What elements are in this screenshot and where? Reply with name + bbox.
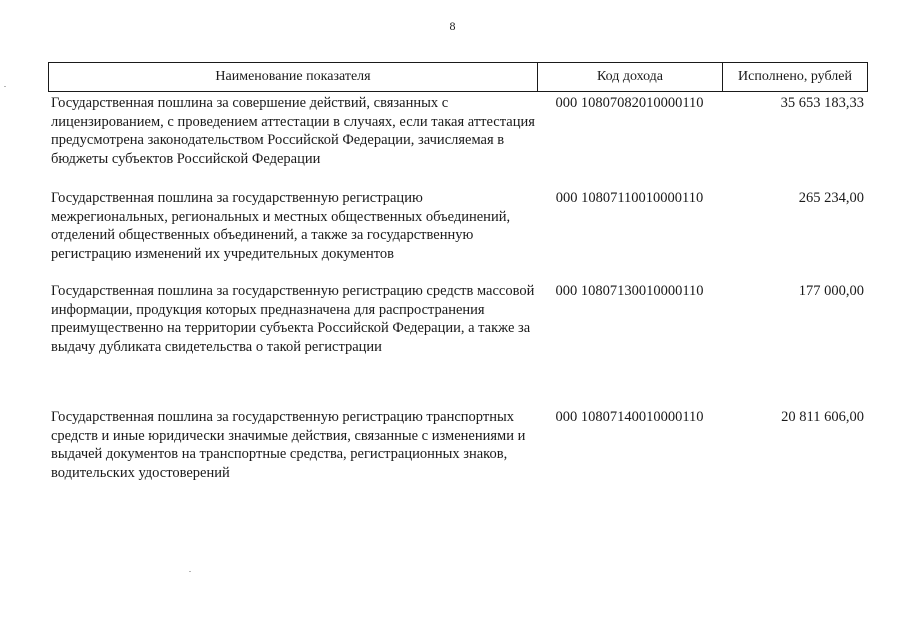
scan-speck	[4, 86, 6, 87]
table-row	[48, 282, 868, 408]
table-row	[48, 189, 868, 282]
indicator-name: Государственная пошлина за совершение действий, связанных с лицензированием, с проведением аттестации в случаях, если такая аттестация предусмотрена законодательством Российской Федерации, зачисляемая в бюджеты субъектов Российской Федерации	[51, 95, 535, 167]
revenue-code: 000 10807110010000110	[555, 190, 704, 206]
indicator-name: Государственная пошлина за государственную регистрацию средств массовой информации, продукция которых предназначена для распространения преимущественно на территории субъекта Российской Федерации, а также за выдачу дубликата свидетельства о такой регистрации	[51, 283, 535, 355]
executed-amount: 265 234,00	[798, 190, 864, 206]
table-header-row	[48, 62, 868, 92]
executed-amount: 177 000,00	[798, 283, 864, 299]
executed-amount: 20 811 606,00	[781, 409, 864, 425]
header-indicator-name: Наименование показателя	[49, 63, 538, 91]
scan-speck	[189, 571, 191, 572]
table-row	[48, 408, 868, 488]
header-executed-amount: Исполнено, рублей	[738, 69, 852, 84]
revenue-code: 000 10807082010000110	[555, 95, 704, 111]
header-revenue-code: Код дохода	[538, 63, 723, 91]
indicator-name: Государственная пошлина за государственную регистрацию межрегиональных, региональных и местных общественных объединений, отделений общественных объединений, а также за государственную регистрацию изменений их учредительных документов	[51, 190, 511, 262]
revenue-code: 000 10807130010000110	[555, 283, 704, 299]
indicator-name: Государственная пошлина за государственную регистрацию транспортных средств и иные юридически значимые действия, связанные с изменениями и выдачей документов на транспортные средства, регистрационных знаков, водительских удостоверений	[51, 409, 526, 481]
table-row	[48, 92, 868, 189]
revenue-code: 000 10807140010000110	[555, 409, 704, 425]
revenue-table	[48, 62, 868, 488]
page-number: 8	[449, 19, 456, 33]
executed-amount: 35 653 183,33	[780, 95, 864, 111]
